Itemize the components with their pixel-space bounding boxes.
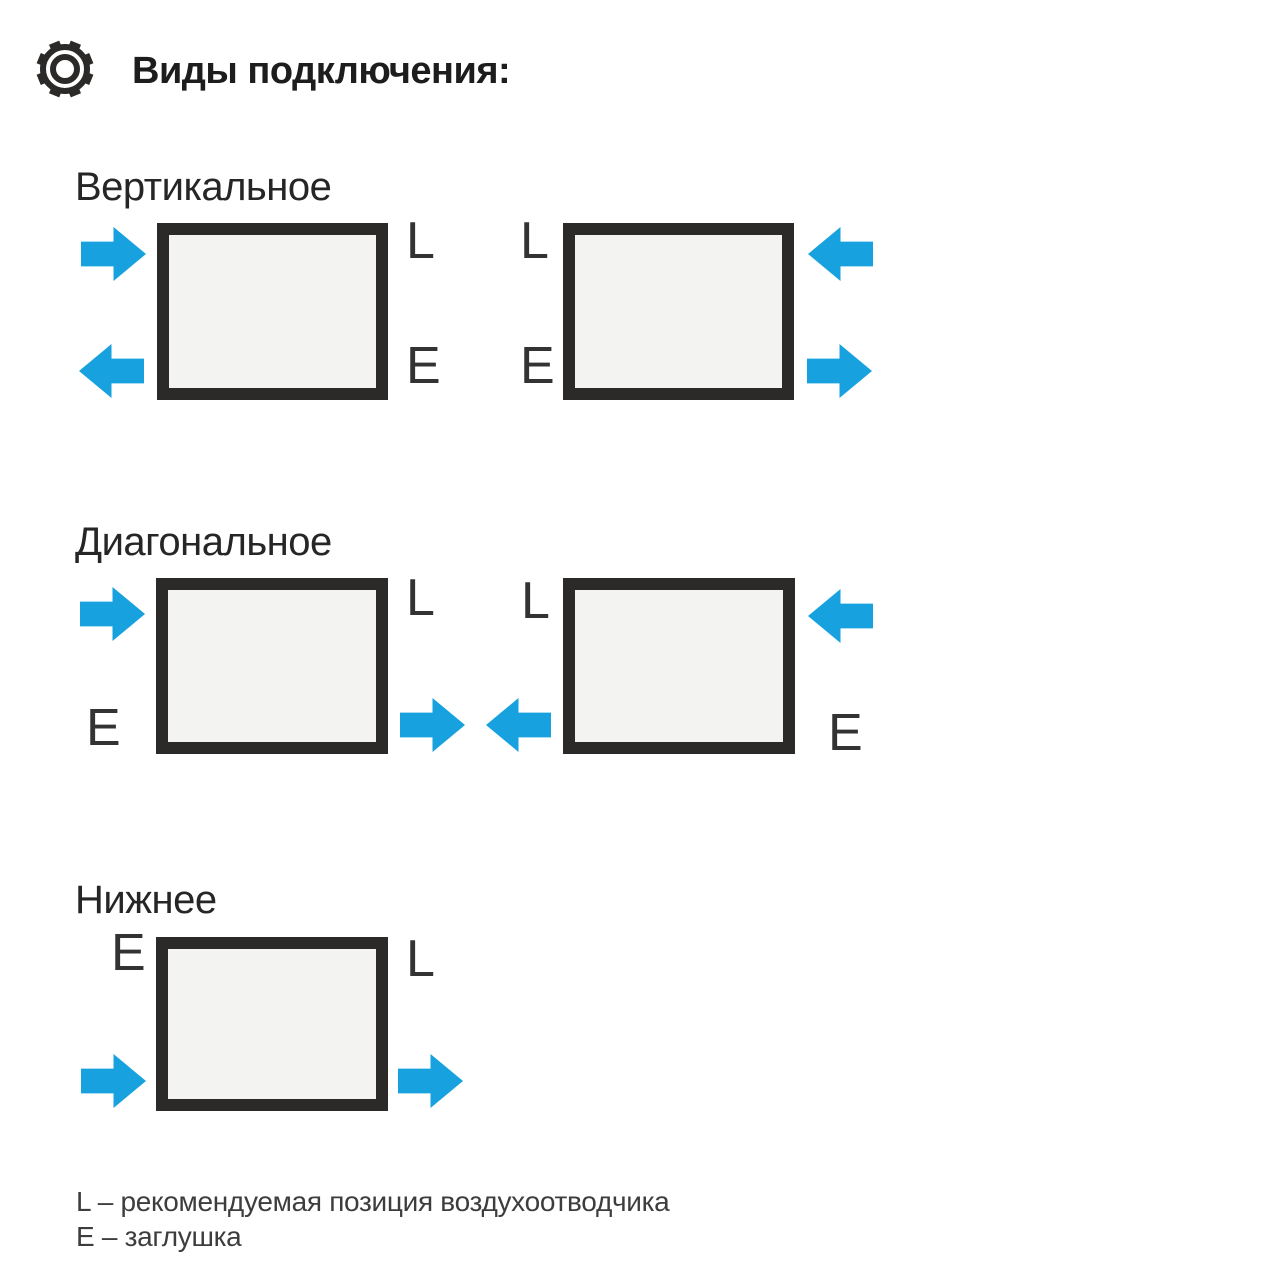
- port-label-l: L: [406, 569, 435, 627]
- flow-in-arrow-right-icon: [81, 1054, 146, 1108]
- port-label-e: E: [111, 924, 146, 982]
- flow-out-arrow-right-icon: [400, 698, 465, 752]
- radiator-diagonal-right: [563, 578, 795, 754]
- legend-line-e: E – заглушка: [76, 1221, 242, 1252]
- port-label-e: E: [86, 699, 121, 757]
- port-label-l: L: [406, 930, 435, 988]
- port-label-l: L: [521, 572, 550, 630]
- section-vertical-title: Вертикальное: [75, 165, 332, 209]
- gear-icon: [33, 37, 97, 101]
- port-label-e: E: [520, 337, 555, 395]
- radiator-diagonal-left: [156, 578, 388, 754]
- flow-in-arrow-right-icon: [80, 587, 145, 641]
- legend-line-l: L – рекомендуемая позиция воздухоотводчика: [76, 1186, 670, 1217]
- section-bottom-title: Нижнее: [75, 878, 217, 922]
- flow-out-arrow-right-icon: [398, 1054, 463, 1108]
- flow-in-arrow-right-icon: [81, 227, 146, 281]
- legend: [76, 1184, 669, 1254]
- radiator-vertical-right: [563, 223, 794, 400]
- flow-out-arrow-right-icon: [807, 344, 872, 398]
- port-label-e: E: [828, 704, 863, 762]
- port-label-l: L: [406, 212, 435, 270]
- port-label-l: L: [520, 212, 549, 270]
- page-title: Виды подключения:: [132, 50, 511, 92]
- radiator-vertical-left: [157, 223, 388, 400]
- radiator-bottom: [156, 937, 388, 1111]
- flow-in-arrow-left-icon: [808, 589, 873, 643]
- flow-in-arrow-left-icon: [808, 227, 873, 281]
- port-label-e: E: [406, 337, 441, 395]
- section-diagonal-title: Диагональное: [75, 520, 332, 564]
- flow-out-arrow-left-icon: [486, 698, 551, 752]
- flow-out-arrow-left-icon: [79, 344, 144, 398]
